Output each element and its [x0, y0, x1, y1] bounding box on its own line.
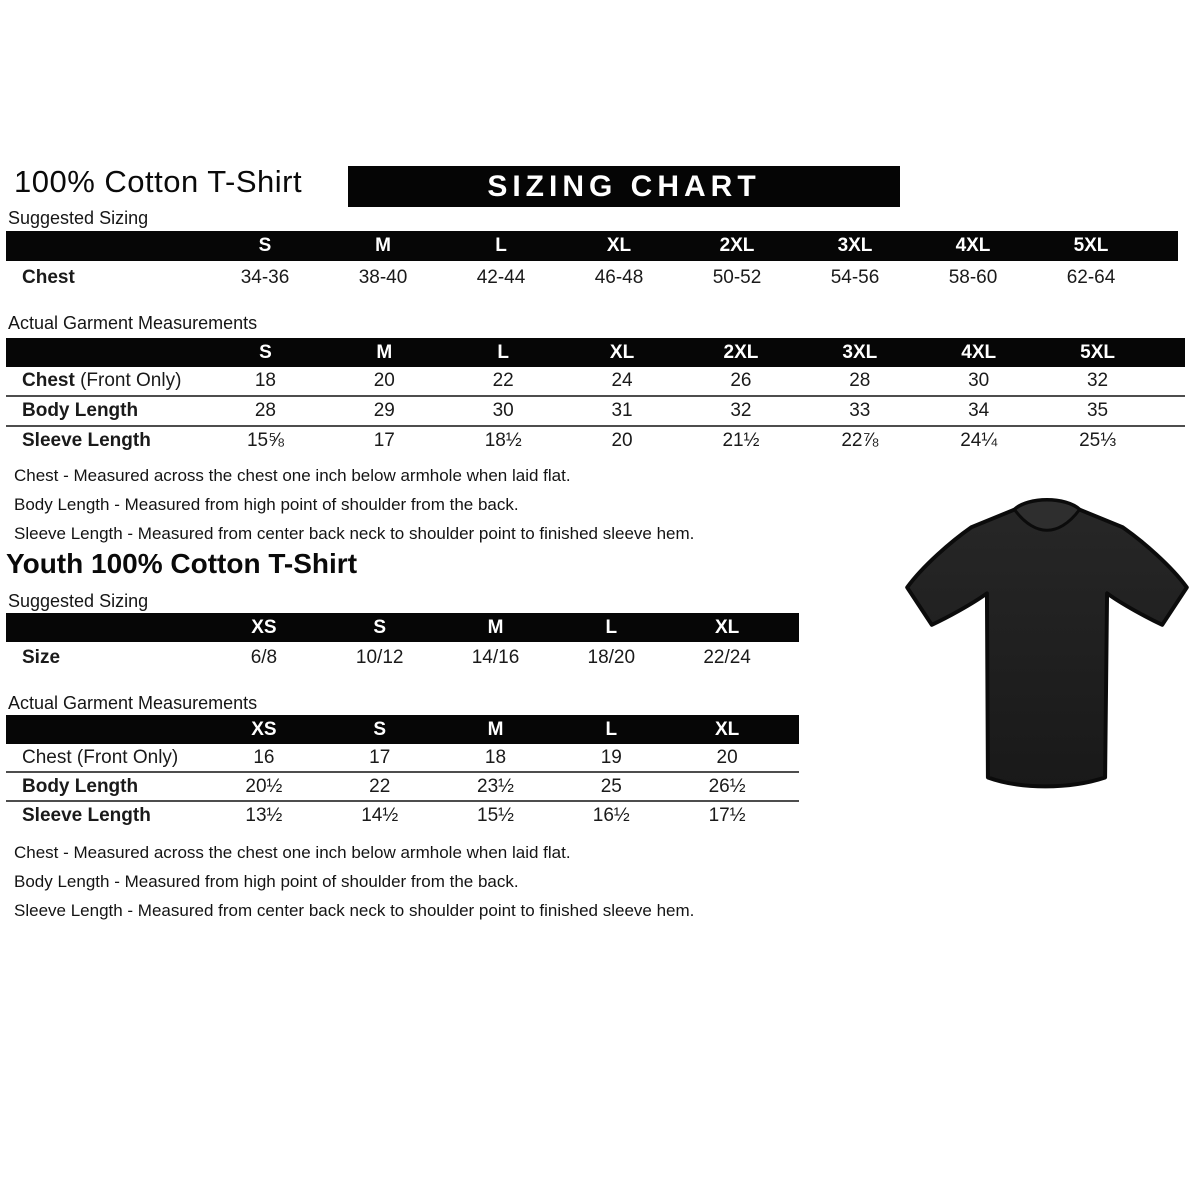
column-header: M — [487, 617, 504, 638]
column-header: L — [605, 719, 618, 740]
cell-value: 34 — [968, 400, 990, 421]
row-label: Chest (Front Only) — [22, 747, 179, 768]
note-line: Sleeve Length - Measured from center back neck to shoulder point to finished sleeve hem. — [14, 524, 695, 543]
cell-value: 35 — [1086, 400, 1109, 421]
row-label: Size — [22, 647, 61, 668]
youth-suggested-table — [6, 613, 799, 674]
table-header-row — [6, 231, 1178, 261]
column-header: XS — [251, 617, 277, 638]
cell-value: 54-56 — [830, 267, 880, 288]
column-header: M — [487, 719, 504, 740]
cell-value: 50-52 — [712, 267, 762, 288]
cell-value: 26½ — [708, 776, 746, 797]
row-label: Sleeve Length — [22, 805, 151, 826]
adult-measurement-notes — [14, 461, 694, 548]
note-line: Sleeve Length - Measured from center back neck to shoulder point to finished sleeve hem. — [14, 901, 695, 920]
cell-value: 34-36 — [240, 267, 290, 288]
cell-value: 38-40 — [358, 267, 408, 288]
column-header: L — [495, 235, 507, 256]
cell-value: 28 — [254, 400, 276, 421]
cell-value: 16½ — [592, 805, 630, 826]
note-line: Body Length - Measured from high point of shoulder from the back. — [14, 495, 519, 514]
tshirt-graphic — [893, 484, 1200, 809]
cell-value: 22 — [369, 776, 391, 797]
cell-value: 25 — [600, 776, 622, 797]
row-label: Body Length — [22, 776, 139, 797]
table-row — [6, 427, 1185, 455]
column-header: L — [497, 342, 509, 363]
column-header: L — [605, 617, 618, 638]
column-header: 3XL — [842, 342, 878, 363]
cell-value: 58-60 — [948, 267, 998, 288]
cell-value: 32 — [730, 400, 752, 421]
column-header-empty — [6, 231, 206, 261]
cell-value: 20 — [716, 747, 738, 768]
cell-value: 31 — [611, 400, 633, 421]
cell-value: 24 — [611, 370, 633, 391]
cell-value: 20 — [373, 370, 395, 391]
column-header: 4XL — [961, 342, 997, 363]
cell-value: 62-64 — [1066, 267, 1116, 288]
cell-value: 18/20 — [587, 647, 636, 668]
cell-value: 26 — [730, 370, 752, 391]
cell-value: 14/16 — [471, 647, 520, 668]
note-line: Body Length - Measured from high point of shoulder from the back. — [14, 872, 519, 891]
cell-value: 30 — [968, 370, 990, 391]
table-row — [6, 397, 1185, 427]
column-header: S — [373, 719, 387, 740]
cell-value: 15½ — [477, 805, 514, 826]
row-label: Chest — [22, 267, 75, 288]
column-header-empty — [6, 338, 206, 367]
column-header: 2XL — [723, 342, 759, 363]
table-row — [6, 773, 799, 802]
cell-value: 23½ — [477, 776, 514, 797]
cell-value: 10/12 — [355, 647, 404, 668]
cell-value: 22/24 — [703, 647, 751, 668]
adult-suggested-table — [6, 231, 1178, 295]
youth-section-title: Youth 100% Cotton T-Shirt — [6, 548, 358, 579]
column-header: XS — [251, 719, 277, 740]
youth-suggested-label: Suggested Sizing — [8, 591, 149, 611]
adult-suggested-label: Suggested Sizing — [8, 208, 149, 228]
column-header: 2XL — [719, 235, 755, 256]
table-row — [6, 802, 799, 829]
tshirt-image — [893, 484, 1200, 809]
column-header: 5XL — [1080, 342, 1115, 363]
cell-value: 14½ — [361, 805, 399, 826]
column-header-empty — [6, 613, 206, 642]
column-header: M — [376, 342, 393, 363]
table-header-row — [6, 715, 799, 744]
cell-value: 46-48 — [594, 267, 644, 288]
cell-value: 21½ — [722, 430, 760, 451]
cell-value: 30 — [492, 400, 514, 421]
note-line: Chest - Measured across the chest one inch below armhole when laid flat. — [14, 843, 571, 862]
column-header: 5XL — [1073, 235, 1109, 256]
sizing-chart-banner: SIZING CHART — [348, 166, 900, 207]
table-row — [6, 642, 799, 674]
column-header: S — [258, 235, 272, 256]
cell-value: 13½ — [245, 805, 283, 826]
page-title: 100% Cotton T-Shirt — [14, 164, 303, 199]
cell-value: 17½ — [708, 805, 746, 826]
table-header-row — [6, 613, 799, 642]
row-label: Sleeve Length — [22, 430, 151, 451]
cell-value: 20½ — [245, 776, 283, 797]
youth-actual-label: Actual Garment Measurements — [8, 693, 258, 713]
table-row — [6, 744, 799, 773]
column-header: 4XL — [955, 235, 991, 256]
column-header: S — [373, 617, 387, 638]
column-header: XL — [714, 719, 740, 740]
cell-value: 15⅝ — [246, 430, 284, 451]
note-line: Chest - Measured across the chest one inch below armhole when laid flat. — [14, 466, 571, 485]
row-label-suffix: (Front Only) — [74, 370, 182, 391]
column-header: XL — [714, 617, 740, 638]
cell-value: 17 — [373, 430, 395, 451]
adult-measurements-table — [6, 338, 1185, 455]
cell-value: 20 — [611, 430, 633, 451]
row-label-main: Chest — [22, 370, 75, 391]
column-header: S — [259, 342, 272, 363]
cell-value: 18½ — [484, 430, 522, 451]
cell-value: 19 — [600, 747, 622, 768]
row-label — [6, 367, 206, 395]
cell-value: 33 — [849, 400, 871, 421]
table-row — [6, 261, 1178, 295]
adult-actual-label: Actual Garment Measurements — [8, 313, 258, 333]
row-label: Body Length — [22, 400, 139, 421]
cell-value: 6/8 — [250, 647, 278, 668]
cell-value: 32 — [1086, 370, 1109, 391]
cell-value: 22 — [492, 370, 514, 391]
column-header: XL — [609, 342, 635, 363]
column-header-empty — [6, 715, 206, 744]
column-header: 3XL — [837, 235, 873, 256]
youth-measurement-notes — [14, 838, 694, 925]
table-row — [6, 367, 1185, 397]
cell-value: 18 — [484, 747, 507, 768]
youth-measurements-table — [6, 715, 799, 829]
cell-value: 16 — [253, 747, 275, 768]
column-header: XL — [606, 235, 632, 256]
cell-value: 42-44 — [476, 267, 526, 288]
cell-value: 25⅓ — [1079, 430, 1117, 451]
cell-value: 22⅞ — [841, 430, 879, 451]
cell-value: 17 — [369, 747, 391, 768]
cell-value: 29 — [373, 400, 395, 421]
table-header-row — [6, 338, 1185, 367]
column-header: M — [375, 235, 391, 256]
cell-value: 28 — [849, 370, 871, 391]
cell-value: 18 — [254, 370, 276, 391]
cell-value: 24¼ — [960, 430, 998, 451]
